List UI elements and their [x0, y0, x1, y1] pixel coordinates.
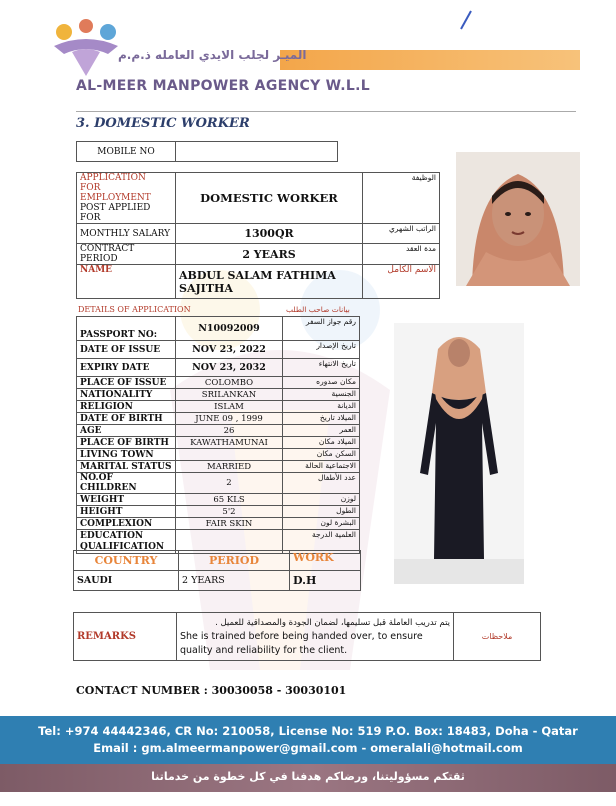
detail-arabic: السكن مكان: [283, 449, 360, 461]
details-label: DETAILS OF APPLICATION: [78, 305, 191, 314]
application-label-4: POST APPLIED FOR: [80, 203, 151, 223]
detail-arabic: تاريخ الإصدار: [283, 341, 360, 359]
detail-value: NOV 23, 2032: [176, 359, 283, 377]
detail-value: 26: [176, 425, 283, 437]
detail-value: JUNE 09 , 1999: [176, 413, 283, 425]
detail-label: NATIONALITY: [77, 389, 176, 401]
detail-value: 65 KLS: [176, 494, 283, 506]
applicant-portrait-photo: [456, 152, 580, 286]
detail-arabic: الطول: [283, 506, 360, 518]
salary-arabic: الراتب الشهري: [363, 224, 440, 244]
education-label-1: EDUCATION: [80, 530, 144, 541]
remarks-english-line1: She is trained before being handed over, to ensure: [180, 630, 423, 642]
pen-mark-icon: [455, 10, 475, 30]
detail-label: PASSPORT NO:: [77, 317, 176, 341]
detail-label: DATE OF ISSUE: [77, 341, 176, 359]
name-arabic: الاسم الكامل: [363, 265, 440, 299]
detail-arabic: الجنسية: [283, 389, 360, 401]
detail-value: COLOMBO: [176, 377, 283, 389]
detail-label: NO.OF CHILDREN: [77, 473, 176, 494]
detail-label: EXPIRY DATE: [77, 359, 176, 377]
detail-value: MARRIED: [176, 461, 283, 473]
details-arabic: بيانات صاحب الطلب: [286, 305, 350, 314]
detail-value: 2: [176, 473, 283, 494]
experience-period: 2 YEARS: [179, 571, 290, 591]
detail-label: AGE: [77, 425, 176, 437]
detail-value: FAIR SKIN: [176, 518, 283, 530]
detail-arabic: رقم جواز السفر: [283, 317, 360, 341]
detail-value: [176, 449, 283, 461]
detail-label: PLACE OF ISSUE: [77, 377, 176, 389]
remarks-english-line2: quality and reliability for the client.: [180, 644, 348, 656]
education-label-2: QUALIFICATION: [80, 541, 165, 552]
detail-value: N10092009: [176, 317, 283, 341]
detail-arabic: البشرة لون: [283, 518, 360, 530]
detail-label: COMPLEXION: [77, 518, 176, 530]
footer-email-line: Email : gm.almeermanpower@gmail.com - omeralali@hotmail.com: [93, 741, 523, 755]
remarks-text-cell: [177, 613, 454, 661]
contract-arabic: مدة العقد: [363, 244, 440, 265]
header-accent-bar: [280, 50, 580, 70]
detail-label: DATE OF BIRTH: [77, 413, 176, 425]
name-value-2: SAJITHA: [179, 281, 233, 295]
detail-label: HEIGHT: [77, 506, 176, 518]
contact-number: CONTACT NUMBER : 30030058 - 30030101: [76, 684, 347, 697]
name-label: NAME: [77, 265, 176, 299]
name-value-1: ABDUL SALAM FATHIMA: [179, 268, 336, 282]
application-table: [76, 172, 440, 299]
name-value-cell: [176, 265, 363, 299]
remarks-label: REMARKS: [74, 613, 177, 661]
detail-label: PLACE OF BIRTH: [77, 437, 176, 449]
detail-label: RELIGION: [77, 401, 176, 413]
contract-value: 2 YEARS: [176, 244, 363, 265]
detail-arabic: عدد الأطفال: [283, 473, 360, 494]
company-name-arabic: الميـر لجلب الايدي العامله ذ.م.م: [118, 48, 307, 62]
detail-arabic: الميلاد مكان: [283, 437, 360, 449]
detail-arabic: تاريخ الانتهاء: [283, 359, 360, 377]
mobile-value: [176, 142, 338, 162]
detail-label: MARITAL STATUS: [77, 461, 176, 473]
detail-label: LIVING TOWN: [77, 449, 176, 461]
detail-arabic: العمر: [283, 425, 360, 437]
salary-value: 1300QR: [176, 224, 363, 244]
remarks-table: [73, 612, 541, 661]
detail-value: NOV 23, 2022: [176, 341, 283, 359]
detail-arabic: الديانة: [283, 401, 360, 413]
mobile-label: MOBILE NO: [77, 142, 176, 162]
company-name-english: AL-MEER MANPOWER AGENCY W.L.L: [76, 78, 370, 94]
post-applied-value: DOMESTIC WORKER: [176, 173, 363, 224]
post-applied-arabic: الوظيفة: [363, 173, 440, 224]
detail-arabic: مكان صدوره: [283, 377, 360, 389]
applicant-full-body-photo: [394, 323, 524, 584]
remarks-arabic-label: ملاحظات: [454, 613, 541, 661]
detail-arabic: الاجتماعية الحالة: [283, 461, 360, 473]
detail-arabic: العلمية الدرجة: [283, 530, 360, 554]
application-label-1: APPLICATION: [80, 173, 146, 183]
experience-header-work: WORK: [290, 551, 361, 571]
company-logo-icon: [50, 18, 122, 78]
mobile-table: [76, 141, 338, 162]
section-title: 3. DOMESTIC WORKER: [76, 116, 250, 131]
detail-label: WEIGHT: [77, 494, 176, 506]
detail-value: KAWATHAMUNAI: [176, 437, 283, 449]
experience-work: D.H: [290, 571, 361, 591]
footer-contact-line: Tel: +974 44442346, CR No: 210058, License No: 519 P.O. Box: 18483, Doha - Qatar: [38, 724, 578, 738]
detail-value: 5'2: [176, 506, 283, 518]
contract-label: CONTRACT PERIOD: [77, 244, 176, 265]
application-label-2: FOR: [80, 183, 101, 193]
application-label-cell: [77, 173, 176, 224]
experience-country: SAUDI: [74, 571, 179, 591]
detail-value: SRILANKAN: [176, 389, 283, 401]
detail-arabic: لوزن: [283, 494, 360, 506]
footer-slogan: ثقتكم مسؤوليتنا، ورضاكم هدفنا في كل خطوة من خدماتنا: [151, 770, 465, 783]
application-label-3: EMPLOYMENT: [80, 193, 151, 203]
experience-table: [73, 550, 361, 591]
detail-arabic: الميلاد تاريخ: [283, 413, 360, 425]
detail-value: ISLAM: [176, 401, 283, 413]
remarks-arabic-text: يتم تدريب العاملة قبل تسليمها، لضمان الجودة والمصداقية للعميل .: [215, 617, 450, 628]
experience-header-period: PERIOD: [179, 551, 290, 571]
experience-header-country: COUNTRY: [74, 551, 179, 571]
details-table: [76, 316, 360, 554]
header-rule: [76, 111, 576, 112]
salary-label: MONTHLY SALARY: [77, 224, 176, 244]
